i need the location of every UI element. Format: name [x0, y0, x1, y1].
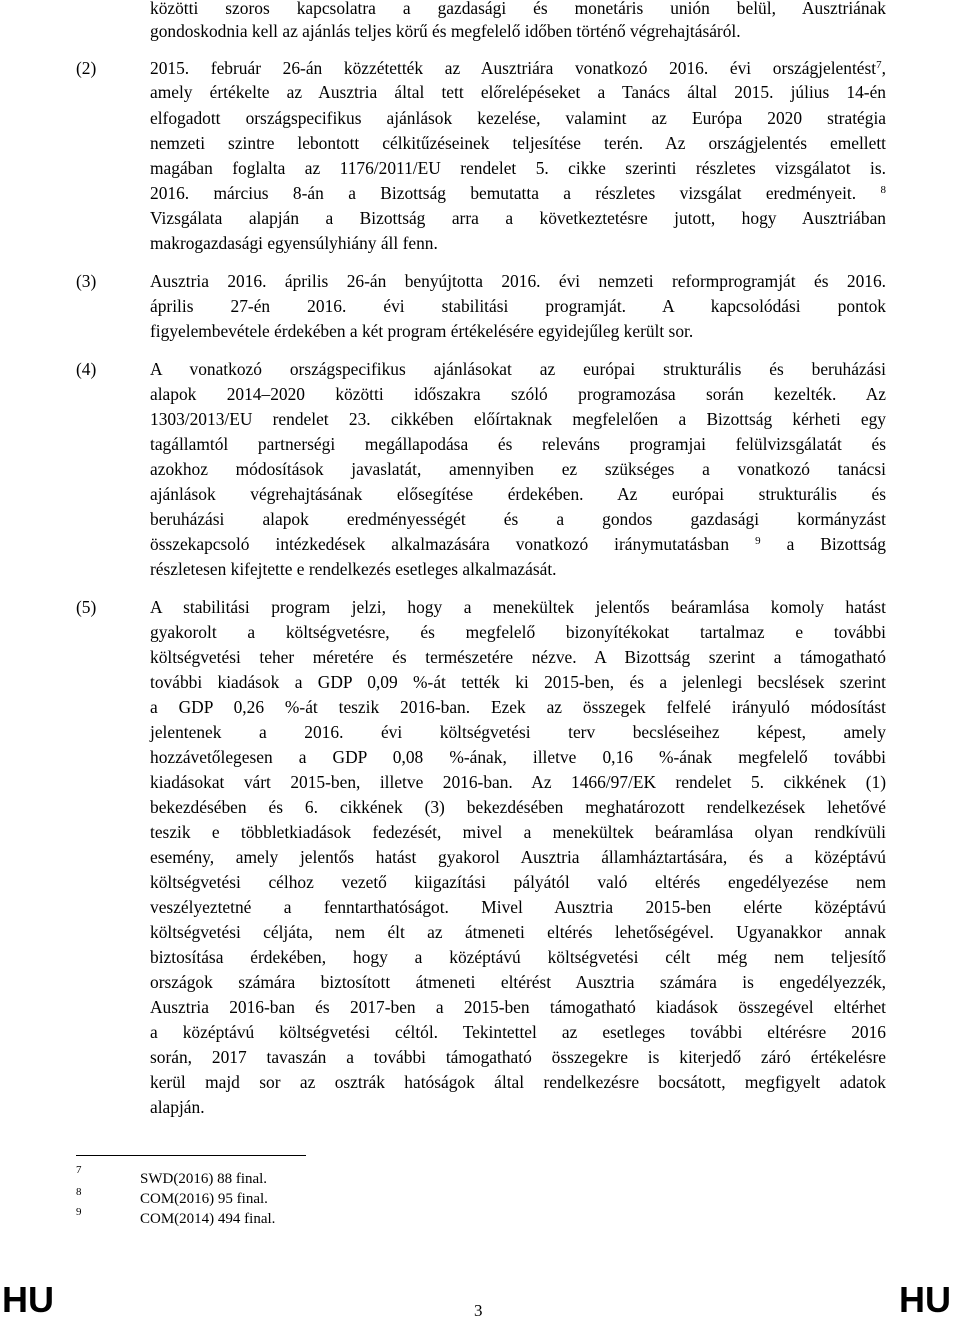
footnote-number: 9 — [76, 1206, 82, 1218]
footnote-ref-8: 8 — [880, 184, 886, 196]
paragraph-line: alapok 2014–2020 közötti időszakra szóló programozása során kezelték. Az — [150, 384, 886, 404]
paragraph-line: azokhoz módosítások javaslatát, amennyiben ez szükséges a vonatkozó tanácsi — [150, 459, 886, 479]
paragraph-line: esemény, amely jelentős hatást gyakorol Ausztria államháztartására, és a középtávú — [150, 847, 886, 867]
footnote-number: 7 — [76, 1164, 82, 1176]
paragraph-line: beruházási alapok eredményességét és a gondos gazdasági kormányzást — [150, 509, 886, 529]
footnote-number: 8 — [76, 1186, 82, 1198]
footnote-separator — [76, 1155, 306, 1156]
paragraph-line: elfogadott országspecifikus ajánlások kezelése, valamint az Európa 2020 stratégia — [150, 108, 886, 128]
paragraph-line: Ausztria 2016-ban és 2017-ben a 2015-ben támogatható kiadások összegével eltérhet — [150, 997, 886, 1017]
footnote-text: SWD(2016) 88 final. — [140, 1171, 268, 1187]
paragraph-line: részletesen kifejtette e rendelkezés esetleges alkalmazását. — [150, 559, 557, 579]
paragraph-line: Vizsgálata alapján a Bizottság arra a következtetésre jutott, hogy Ausztriában — [150, 208, 886, 228]
paragraph-line: biztosítása érdekében, hogy a középtávú költségvetési célt még nem teljesítő — [150, 947, 886, 967]
paragraph-line: Ausztria 2016. április 26-án benyújtotta 2016. évi nemzeti reformprogramját és 2016. — [150, 271, 886, 291]
intro-line: közötti szoros kapcsolatra a gazdasági és monetáris unión belül, Ausztriának — [150, 0, 886, 18]
page-number: 3 — [474, 1301, 483, 1320]
paragraph-line: makrogazdasági egyensúlyhiány áll fenn. — [150, 233, 438, 253]
paragraph-line: a középtávú költségvetési céltól. Tekintettel az esetleges további eltérésre 2016 — [150, 1022, 886, 1042]
footnote-ref-9: 9 — [755, 535, 761, 547]
footnote-text: COM(2016) 95 final. — [140, 1191, 268, 1207]
paragraph-line: költségvetési teher méretére és természetére nézve. A Bizottság szerint a támogatható — [150, 647, 886, 667]
paragraph-line: tagállamtól partnerségi megállapodása és releváns programjai felülvizsgálatát és — [150, 434, 886, 454]
paragraph-line: ajánlások végrehajtásának elősegítése érdekében. Az európai strukturális és — [150, 484, 886, 504]
language-code-left: HU — [2, 1279, 54, 1320]
intro-line: gondoskodnia kell az ajánlás teljes körű és megfelelő időben történő végrehajtásáról. — [150, 21, 741, 41]
paragraph-line: nemzeti szintre lebontott célkitűzéseinek teljesítése terén. Az országjelentés emellett — [150, 133, 886, 153]
paragraph-line: kerül majd sor az osztrák hatóságok által rendelkezésre bocsátott, megfigyelt adatok — [150, 1072, 886, 1092]
paragraph-line: 1303/2013/EU rendelet 23. cikkében előírtaknak megfelelően a Bizottság kérheti egy — [150, 409, 886, 429]
paragraph-line: költségvetési céljáta, nem élt az átmeneti eltérés lehetőségével. Ugyanakkor annak — [150, 922, 886, 942]
paragraph-line: alapján. — [150, 1097, 205, 1117]
paragraph-line: jelentenek a 2016. évi költségvetési terv becsléseihez képest, amely — [150, 722, 886, 742]
paragraph-line: teszik e többletkiadások fedezését, mivel a menekültek beáramlása olyan rendkívüli — [150, 822, 886, 842]
paragraph-number: (3) — [76, 271, 97, 291]
paragraph-line: április 27-én 2016. évi stabilitási programját. A kapcsolódási pontok — [150, 296, 886, 316]
paragraph-line: hozzávetőlegesen a GDP 0,08 %-ának, illetve 0,16 %-ának megfelelő további — [150, 747, 886, 767]
paragraph-line: figyelembevétele érdekében a két program értékelésére egyidejűleg került sor. — [150, 321, 694, 341]
paragraph-line: A vonatkozó országspecifikus ajánlásokat az európai strukturális és beruházási — [150, 359, 886, 379]
paragraph-line: 2016. március 8-án a Bizottság bemutatta a részletes vizsgálat eredményeit. $^8$ — [150, 183, 886, 203]
paragraph-line: gyakorolt a költségvetésre, és megfelelő bizonyítékokat tartalmaz e további — [150, 622, 886, 642]
paragraph-line: költségvetési célhoz vezető kiigazítási pályától való eltérés engedélyezése nem — [150, 872, 886, 892]
language-code-right: HU — [899, 1279, 951, 1320]
paragraph-line: magában foglalta az 1176/2011/EU rendelet 5. cikke szerinti részletes vizsgálatot is. — [150, 158, 886, 178]
paragraph-number: (5) — [76, 597, 97, 617]
paragraph-line: 2015. február 26-án közzétették az Ausztriára vonatkozó 2016. évi országjelentést$^7$, — [150, 58, 886, 78]
paragraph-line: országok számára biztosított átmeneti eltérést Ausztria számára is engedélyezzék, — [150, 972, 886, 992]
footnote-text: COM(2014) 494 final. — [140, 1211, 276, 1227]
paragraph-line: további kiadások a GDP 0,09 %-át tették ki 2015-ben, és a jelenlegi becslések szerint — [150, 672, 886, 692]
paragraph-line: A stabilitási program jelzi, hogy a menekültek jelentős beáramlása komoly hatást — [150, 597, 886, 617]
footnote-ref-7: 7 — [876, 59, 882, 71]
paragraph-line: a GDP 0,26 %-át teszik 2016-ban. Ezek az összegek felfelé irányuló módosítást — [150, 697, 886, 717]
paragraph-number: (2) — [76, 58, 97, 78]
paragraph-line: kiadásokat várt 2015-ben, illetve 2016-ban. Az 1466/97/EK rendelet 5. cikkének (1) — [150, 772, 886, 792]
paragraph-line: összekapcsoló intézkedések alkalmazására vonatkozó iránymutatásban $^9$ a Bizottság — [150, 534, 886, 554]
paragraph-line: során, 2017 tavaszán a további támogatható összegekre is kiterjedő záró értékelésre — [150, 1047, 886, 1067]
paragraph-line: veszélyeztetné a fenntarthatóságot. Mivel Ausztria 2015-ben elérte középtávú — [150, 897, 886, 917]
paragraph-number: (4) — [76, 359, 97, 379]
paragraph-line: bekezdésében és 6. cikkének (3) bekezdésében meghatározott rendelkezések lehetővé — [150, 797, 886, 817]
paragraph-line: amely értékelte az Ausztria által tett előrelépéseket a Tanács által 2015. július 14-én — [150, 82, 886, 102]
